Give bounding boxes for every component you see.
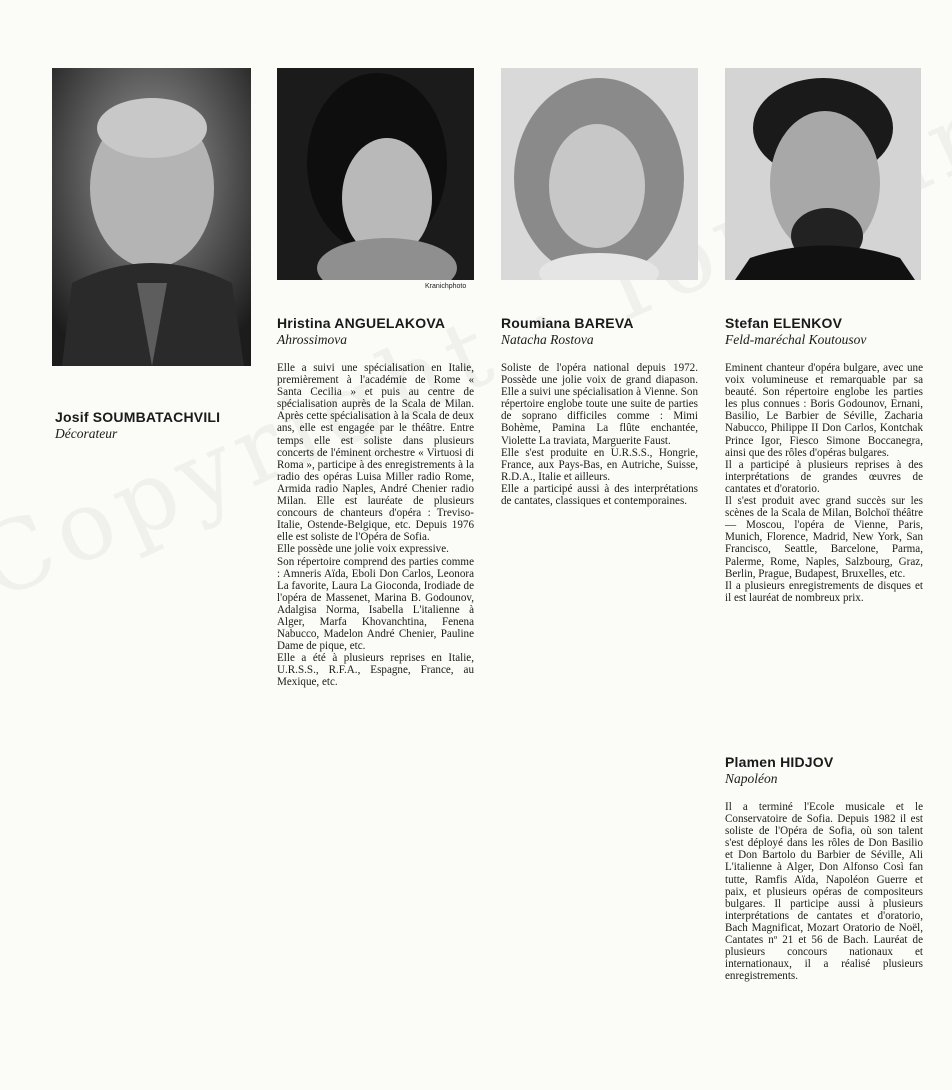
- person-biography: [277, 362, 474, 689]
- bio-paragraph: Elle a participé aussi à des interprétations de cantates, classiques et contemporaines.: [501, 482, 698, 508]
- portrait-photo-elenkov: [725, 68, 921, 280]
- portrait-photo-anguelakova: [277, 68, 474, 280]
- bio-paragraph: Elle a suivi une spécialisation en Italie, premièrement à l'académie de Rome « Santa Cecilia » et puis au centre de spécialisation auprès de la Scala de Milan. Après cette spécialisation à la Scala de deux ans, elle est engagée par le théâtre. Entre temps elle est soliste dans plusieurs concerts de l'éminent orchestre « Virtuosi di Roma », participe à des enregistrements à la radio des opéras Luisa Miller radio Rome, Armida radio Naples, André Chenier radio Milan. Elle est lauréate de plusieurs concours de chanteurs d'opéra : Treviso-Italie, Ostende-Belgique, etc. Depuis 1976 elle est soliste de l'Opéra de Sofia.: [277, 362, 474, 544]
- person-role: Décorateur: [55, 426, 118, 441]
- bio-paragraph: Il a participé à plusieurs reprises à des interprétations de grandes œuvres de cantates et d'oratorio.: [725, 458, 923, 495]
- bio-paragraph: Eminent chanteur d'opéra bulgare, avec une voix volumineuse et remarquable par sa beauté. Son répertoire englobe les parties les plus connues : Boris Godounov, Ernani, Basilio, Le Barbier de Séville, Zacharia Nabucco, Philippe II Don Carlos, Kontchak Prince Igor, Fiesco Simone Boccanegra, ainsi que des rôles d'opéras bulgares.: [725, 362, 923, 459]
- portrait-photo-soumbatachvili: [52, 68, 251, 366]
- bio-paragraph: Elle possède une jolie voix expressive.: [277, 543, 449, 556]
- person-biography: [725, 801, 923, 982]
- person-name: Roumiana BAREVA: [501, 315, 634, 331]
- person-biography: [725, 362, 923, 604]
- person-role: Feld-maréchal Koutousov: [725, 332, 867, 347]
- bio-paragraph: Il s'est produit avec grand succès sur les scènes de la Scala de Milan, Bolchoï théâtre — Moscou, l'opéra de Vienne, Paris, Munich, Florence, Madrid, New York, San Francisco, Seattle, Barcelone, Parma, Palerme, Rome, Naples, Salzbourg, Graz, Berlin, Prague, Budapest, Bruxelles, etc.: [725, 495, 923, 580]
- person-name: Plamen HIDJOV: [725, 754, 834, 770]
- bio-paragraph: Elle a été à plusieurs reprises en Italie, U.R.S.S., R.F.A., Espagne, France, au Mexique, etc.: [277, 652, 474, 689]
- photo-credit: Kranichphoto: [425, 283, 467, 290]
- person-role: Natacha Rostova: [501, 332, 594, 347]
- person-name: Stefan ELENKOV: [725, 315, 843, 331]
- person-biography: [501, 362, 698, 507]
- bio-paragraph: Elle s'est produite en U.R.S.S., Hongrie, France, aux Pays-Bas, en Autriche, Suisse, R.D.A., Italie et ailleurs.: [501, 446, 698, 483]
- person-role: Ahrossimova: [277, 332, 347, 347]
- bio-paragraph: Il a plusieurs enregistrements de disques et il est lauréat de nombreux prix.: [725, 579, 923, 604]
- person-name: Josif SOUMBATACHVILI: [55, 409, 221, 425]
- bio-paragraph: Il a terminé l'Ecole musicale et le Conservatoire de Sofia. Depuis 1982 il est soliste de l'Opéra de Sofia, où son talent s'est déployé dans les rôles de Don Basilio et Don Bartolo du Barbier de Séville, Ali L'italienne à Alger, Don Alfonso Così fan tutte, Ramfis Aïda, Napoléon Guerre et paix, et plusieurs opéras de compositeurs bulgares. Il participe aussi à plusieurs interprétations de cantates et d'oratorio, Bach Magnificat, Mozart Oratorio de Noël, Cantates nº 21 et 56 de Bach. Lauréat de plusieurs concours nationaux et internationaux, il a réalisé plusieurs enregistrements.: [725, 801, 923, 983]
- person-role: Napoléon: [725, 771, 778, 786]
- portrait-photo-bareva: [501, 68, 698, 280]
- person-name: Hristina ANGUELAKOVA: [277, 315, 446, 331]
- bio-paragraph: Son répertoire comprend des parties comme : Amneris Aïda, Eboli Don Carlos, Leonora La favorite, Laura La Gioconda, Irodiade de l'opéra de Massenet, Marina B. Godounov, Adalgisa Norma, Isabella L'italienne à Alger, Marfa Khovanchtina, Fenena Nabucco, Madelon André Chenier, Pauline Dame de pique, etc.: [277, 555, 474, 653]
- bio-paragraph: Soliste de l'opéra national depuis 1972. Possède une jolie voix de grand diapason. Elle a suivi une spécialisation à Vienne. Son répertoire englobe toute une suite de parties de soprano difficiles comme : Mimi Bohème, Pamina La flûte enchantée, Violette La traviata, Marguerite Faust.: [501, 362, 698, 447]
